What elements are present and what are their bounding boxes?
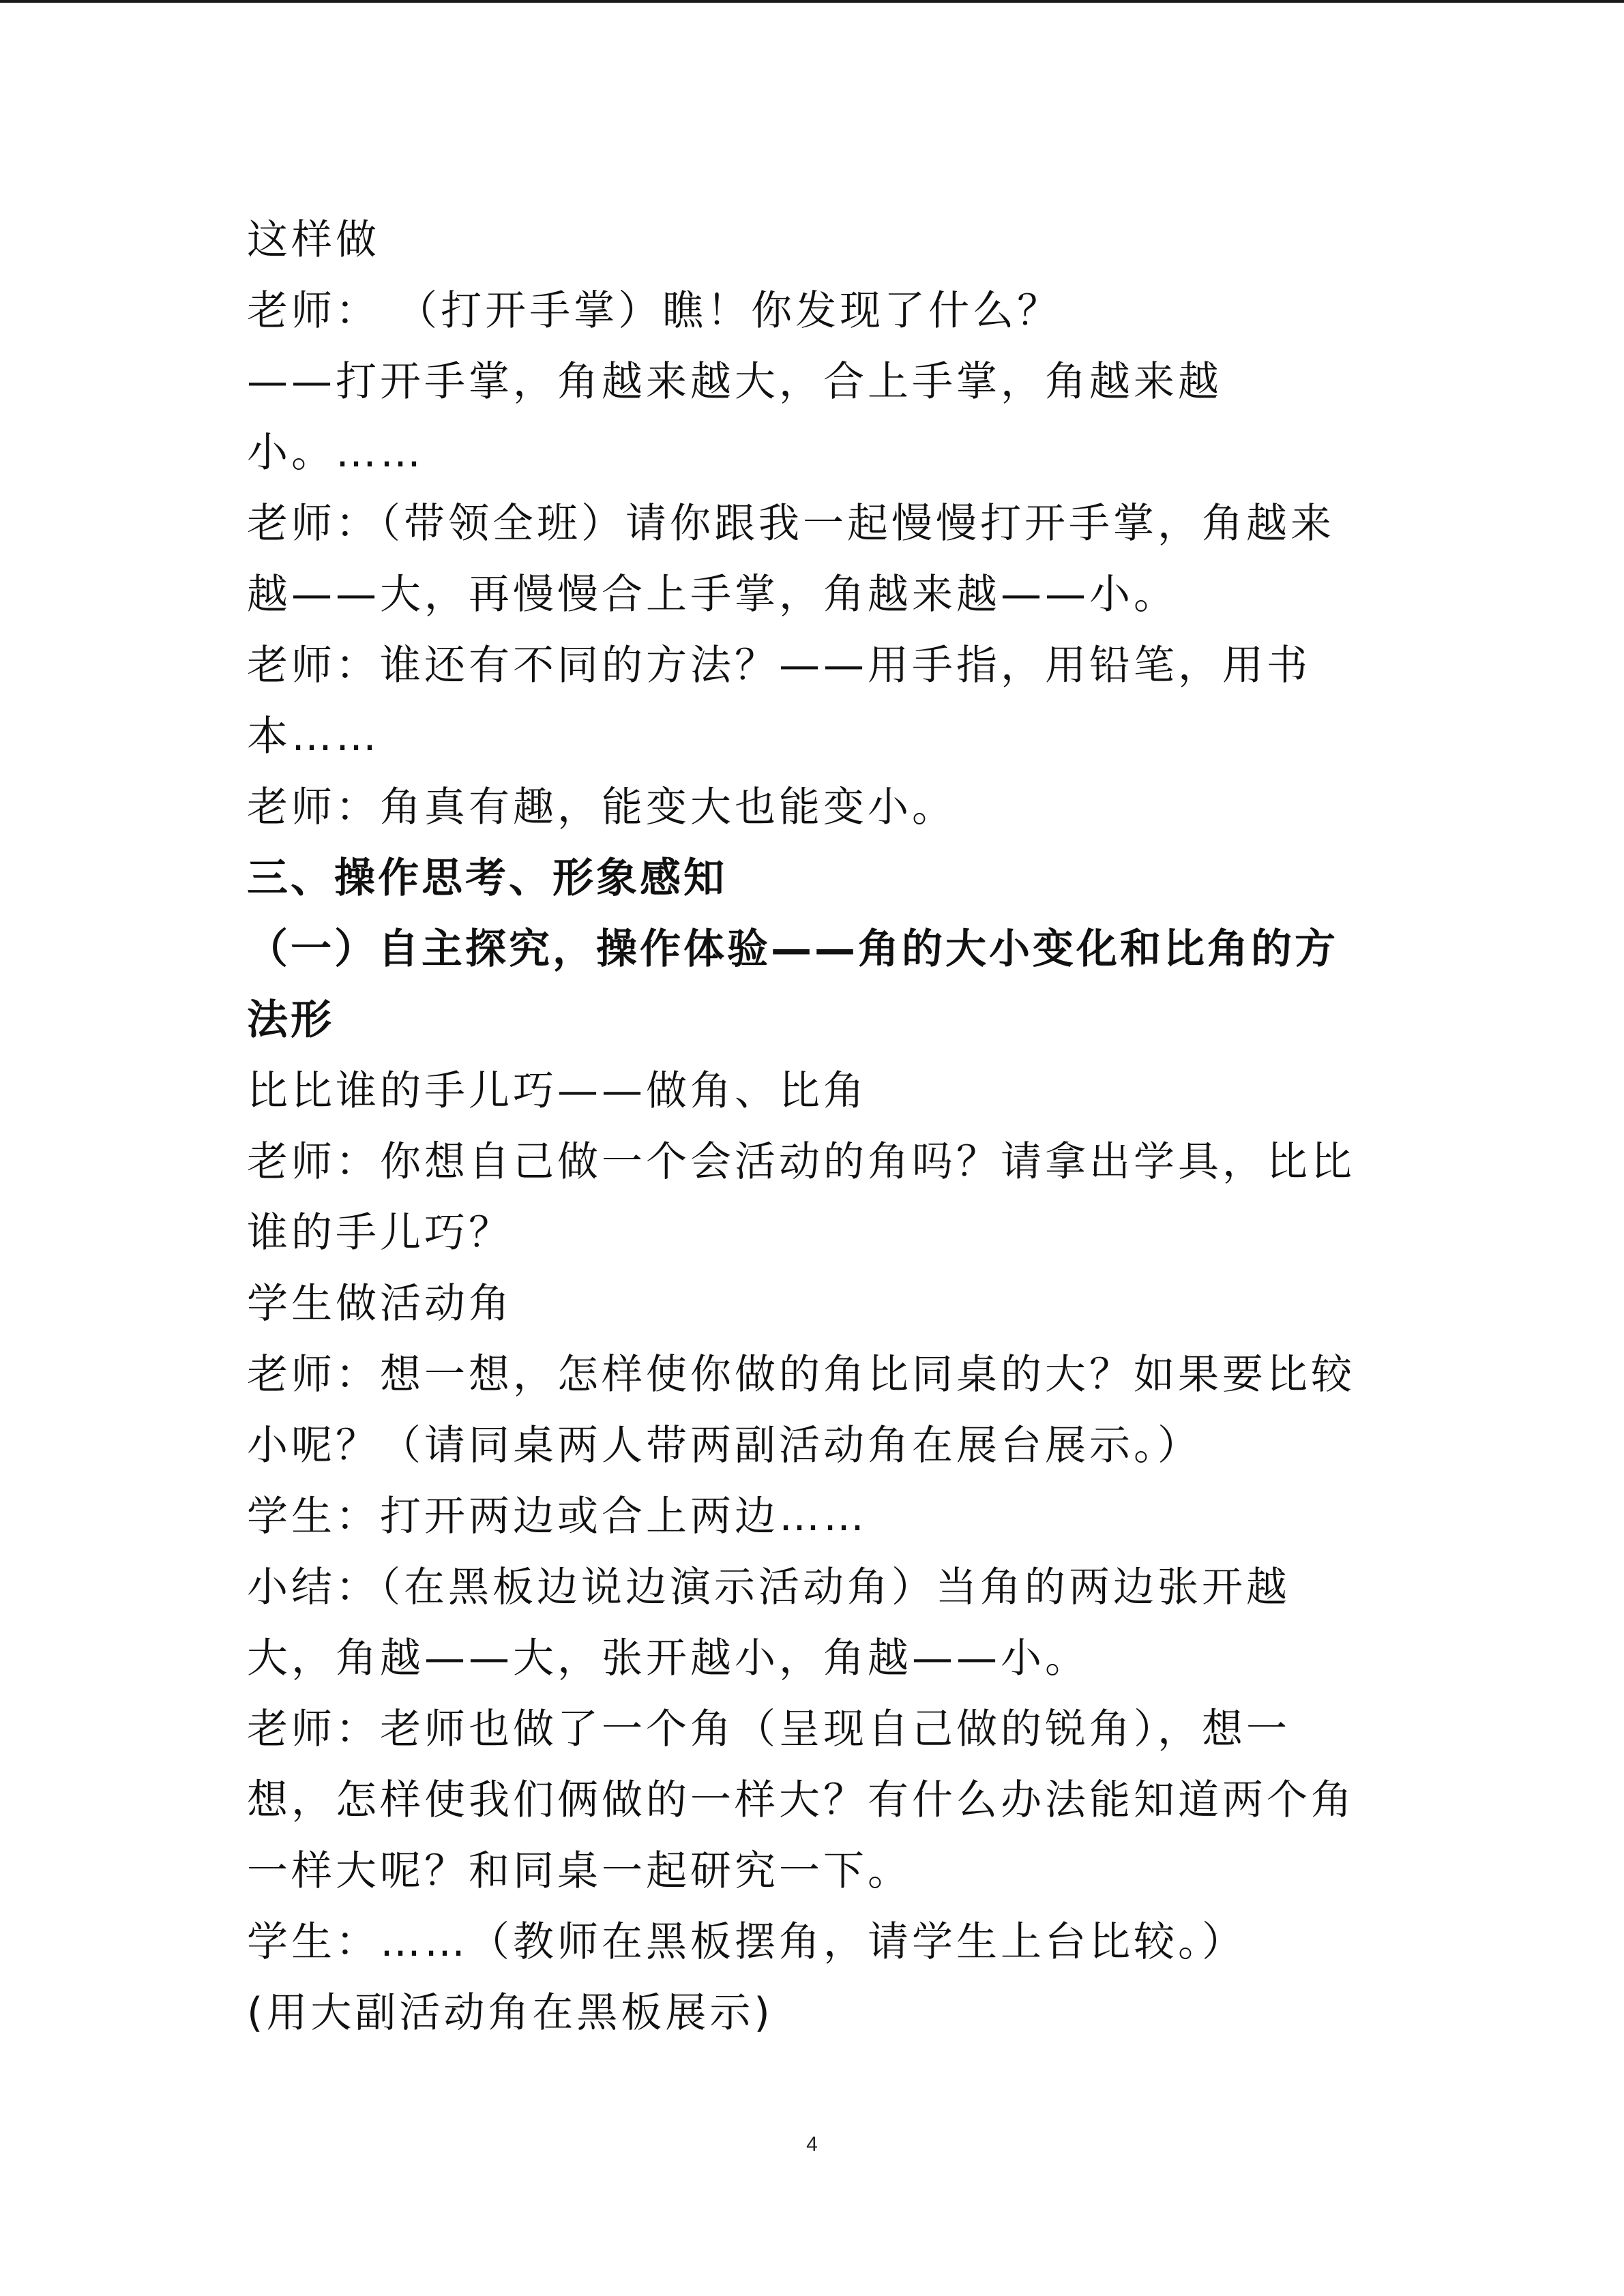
top-border-rule	[0, 0, 1624, 3]
text-line: 老师：谁还有不同的方法？——用手指，用铅笔，用书	[247, 642, 1311, 689]
text-line: 学生做活动角	[247, 1280, 513, 1328]
text-line: 老师：（带领全班）请你跟我一起慢慢打开手掌，角越来	[247, 500, 1335, 548]
text-line: 学生：打开两边或合上两边……	[247, 1493, 868, 1540]
text-line: 小结：（在黑板边说边演示活动角）当角的两边张开越	[247, 1564, 1290, 1611]
text-line: 比比谁的手儿巧——做角、比角	[247, 1067, 868, 1115]
text-line: 老师：老师也做了一个角（呈现自己做的锐角），想一	[247, 1705, 1290, 1753]
text-line: 老师：角真有趣，能变大也能变小。	[247, 784, 956, 831]
text-line: 小呢？（请同桌两人带两副活动角在展台展示。）	[247, 1422, 1202, 1470]
text-line: 一样大呢？和同桌一起研究一下。	[247, 1847, 912, 1895]
text-line: 本……	[247, 713, 380, 760]
section-heading: 三、操作思考、形象感知	[247, 854, 727, 902]
text-line: 老师：你想自己做一个会活动的角吗？请拿出学具，比比	[247, 1138, 1355, 1186]
text-line: 老师： （打开手掌）瞧！你发现了什么？	[247, 287, 1062, 335]
text-line: ——打开手掌，角越来越大，合上手掌，角越来越	[247, 358, 1222, 406]
text-line: 越——大，再慢慢合上手掌，角越来越——小。	[247, 571, 1178, 618]
text-line: 学生：……（教师在黑板摆角，请学生上台比较。）	[247, 1918, 1246, 1966]
text-line: (用大副活动角在黑板展示)	[247, 1989, 773, 2037]
text-line: 想，怎样使我们俩做的一样大？有什么办法能知道两个角	[247, 1776, 1355, 1824]
body-text	[247, 205, 1379, 2048]
text-line: 小。……	[247, 429, 424, 477]
subsection-heading-continued: 法形	[247, 996, 334, 1044]
subsection-heading: （一）自主探究，操作体验——角的大小变化和比角的方	[247, 925, 1338, 973]
text-line: 这样做	[247, 216, 380, 264]
page-number: 4	[806, 2133, 818, 2156]
text-line: 老师：想一想，怎样使你做的角比同桌的大？如果要比较	[247, 1351, 1355, 1399]
text-line: 大，角越——大，张开越小，角越——小。	[247, 1635, 1089, 1682]
text-line: 谁的手儿巧？	[247, 1209, 513, 1257]
